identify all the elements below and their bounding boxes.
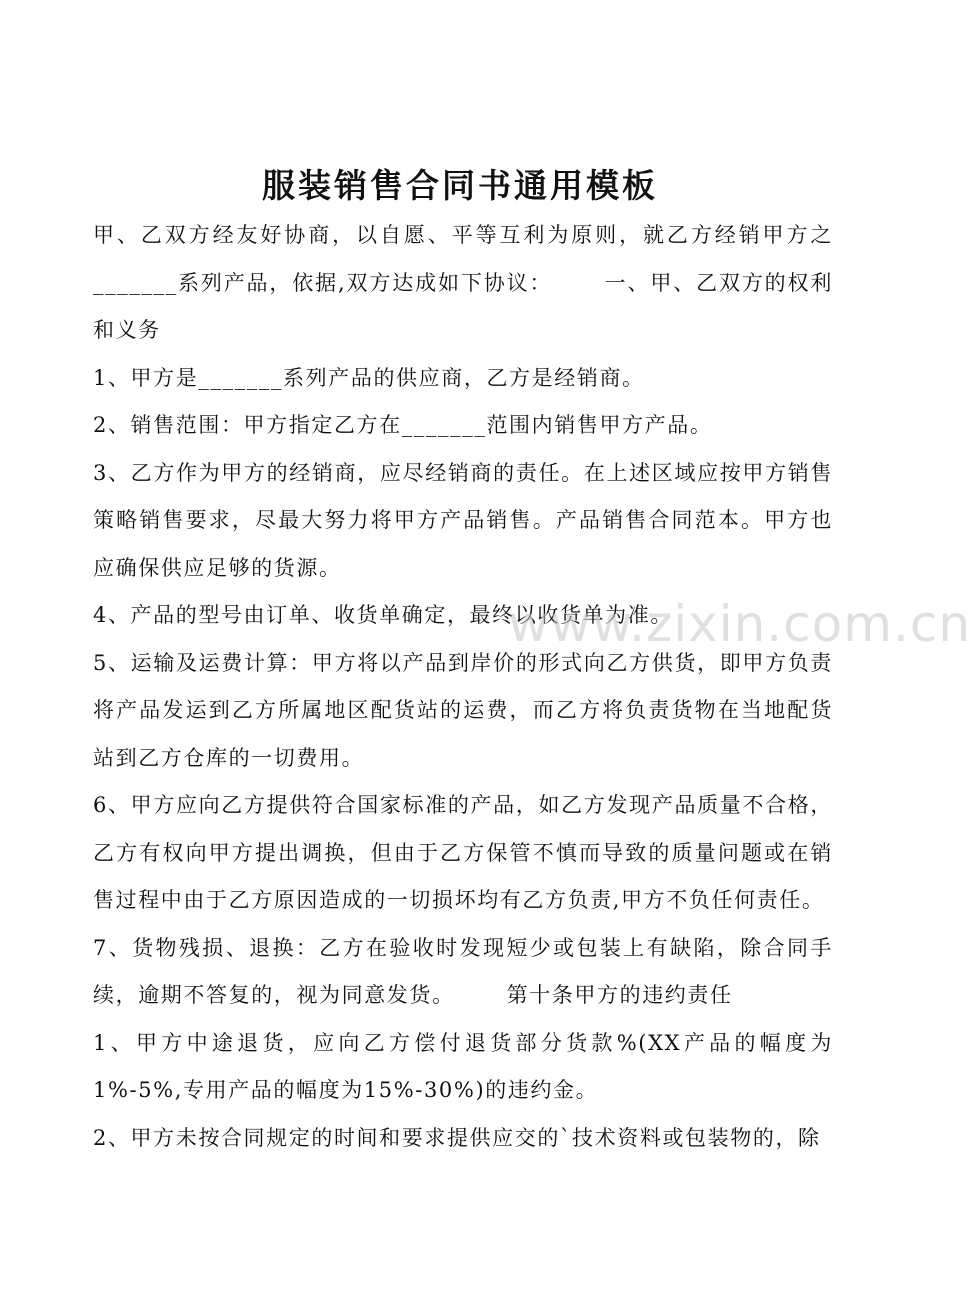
paragraph-item-5: [93, 640, 833, 783]
paragraph-breach-2: [93, 1115, 833, 1163]
paragraph-item-7: [93, 925, 833, 1020]
watermark-text: www.zixin.com.cn: [508, 595, 971, 653]
paragraph-text: 2、销售范围：甲方指定乙方在_______范围内销售甲方产品。: [93, 413, 713, 437]
document-title: 服装销售合同书通用模板: [262, 166, 658, 205]
paragraph-intro: [93, 212, 833, 355]
paragraph-text: 5、运输及运费计算：甲方将以产品到岸价的形式向乙方供货，即甲方负责将产品发运到乙方所属地区配货站的运费，而乙方将负责货物在当地配货站到乙方仓库的一切费用。: [93, 650, 833, 770]
paragraph-item-4: [93, 592, 833, 640]
paragraph-text: 2、甲方未按合同规定的时间和要求提供应交的`技术资料或包装物的，除: [93, 1125, 821, 1150]
paragraph-item-3: [93, 450, 833, 593]
paragraph-text: 6、甲方应向乙方提供符合国家标准的产品，如乙方发现产品质量不合格，乙方有权向甲方提出调换，但由于乙方保管不慎而导致的质量问题或在销售过程中由于乙方原因造成的一切损坏均有乙方负责,甲方不负任何责任。: [93, 793, 833, 912]
paragraph-text: 1、甲方是_______系列产品的供应商，乙方是经销商。: [93, 365, 645, 390]
document-body: [93, 212, 833, 1162]
paragraph-text: 4、产品的型号由订单、收货单确定，最终以收货单为准。: [93, 603, 673, 627]
paragraph-breach-1: [93, 1020, 833, 1115]
paragraph-item-6: [93, 782, 833, 925]
paragraph-text: 3、乙方作为甲方的经销商，应尽经销商的责任。在上述区域应按甲方销售策略销售要求，尽最大努力将甲方产品销售。产品销售合同范本。甲方也应确保供应足够的货源。: [93, 460, 833, 580]
section-heading: 第十条甲方的违约责任: [506, 983, 733, 1007]
paragraph-text: 7、货物残损、退换：乙方在验收时发现短少或包装上有缺陷，除合同手续，逾期不答复的，视为同意发货。: [93, 935, 833, 1007]
section-heading: 一、甲、乙双方的权利和义务: [93, 270, 834, 342]
paragraph-text: 甲、乙双方经友好协商，以自愿、平等互利为原则，就乙方经销甲方之_______系列产品，依据,双方达成如下协议：: [93, 223, 833, 295]
paragraph-item-1: [93, 355, 833, 403]
paragraph-text: 1、甲方中途退货，应向乙方偿付退货部分货款%(XX产品的幅度为1%-5%,专用产品的幅度为15%-30%)的违约金。: [93, 1030, 833, 1102]
paragraph-item-2: [93, 402, 833, 450]
